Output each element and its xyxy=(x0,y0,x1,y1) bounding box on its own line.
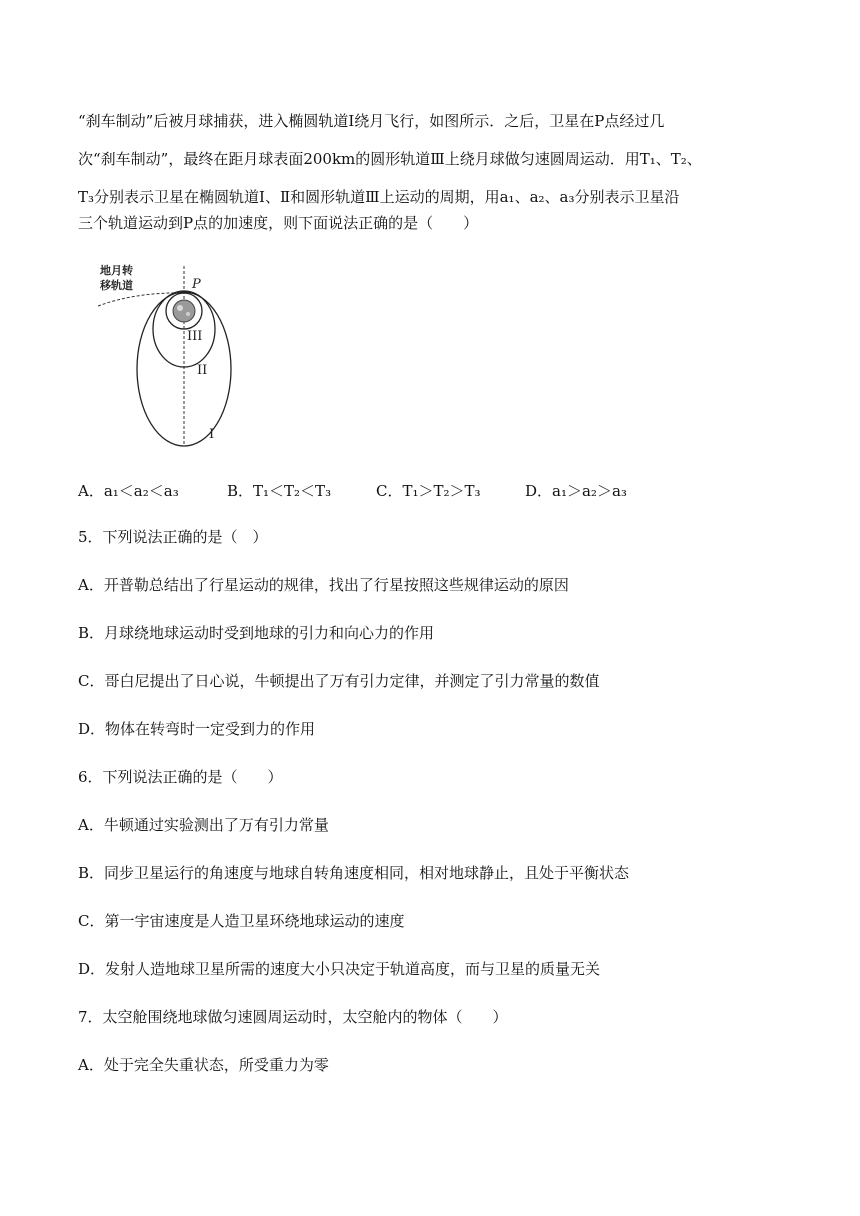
q5-option-b: B．月球绕地球运动时受到地球的引力和向心力的作用 xyxy=(78,624,435,642)
q4-text-line-2: 次“刹车制动”，最终在距月球表面200km的圆形轨道Ⅲ上绕月球做匀速圆周运动．用T₁、T₂、 xyxy=(78,150,702,168)
q4-option-a: A．a₁＜a₂＜a₃ xyxy=(78,482,179,500)
q6-option-c: C．第一宇宙速度是人造卫星环绕地球运动的速度 xyxy=(78,912,405,930)
q4-option-b: B．T₁＜T₂＜T₃ xyxy=(227,482,332,500)
point-p-label: P xyxy=(192,277,201,292)
moon-crater xyxy=(177,305,183,311)
moon-shape xyxy=(173,300,195,322)
q6-option-d: D．发射人造地球卫星所需的速度大小只决定于轨道高度，而与卫星的质量无关 xyxy=(78,960,601,978)
q5-stem: 5．下列说法正确的是（ ） xyxy=(78,528,268,546)
orbit-2-label: II xyxy=(197,363,208,378)
orbit-1-label: I xyxy=(209,427,215,442)
q6-option-a: A．牛顿通过实验测出了万有引力常量 xyxy=(78,816,329,834)
q5-option-a: A．开普勒总结出了行星运动的规律，找出了行星按照这些规律运动的原因 xyxy=(78,576,569,594)
q4-options xyxy=(78,480,718,502)
q7-option-a: A．处于完全失重状态，所受重力为零 xyxy=(78,1056,329,1074)
transfer-label-2: 移轨道 xyxy=(100,279,133,292)
q5-option-d: D．物体在转弯时一定受到力的作用 xyxy=(78,720,316,738)
orbit-diagram xyxy=(96,262,266,452)
q4-text-line-3: T₃分别表示卫星在椭圆轨道Ⅰ、Ⅱ和圆形轨道Ⅲ上运动的周期，用a₁、a₂、a₃分别表示卫星沿 xyxy=(78,188,680,206)
q4-option-c: C．T₁＞T₂＞T₃ xyxy=(376,482,481,500)
q6-option-b: B．同步卫星运行的角速度与地球自转角速度相同，相对地球静止，且处于平衡状态 xyxy=(78,864,630,882)
q6-stem: 6．下列说法正确的是（ ） xyxy=(78,768,283,786)
q7-stem: 7．太空舱围绕地球做匀速圆周运动时，太空舱内的物体（ ） xyxy=(78,1008,508,1026)
q4-text-line-4: 三个轨道运动到P点的加速度，则下面说法正确的是（ ） xyxy=(78,214,479,232)
q5-option-c: C．哥白尼提出了日心说，牛顿提出了万有引力定律，并测定了引力常量的数值 xyxy=(78,672,600,690)
transfer-label-1: 地月转 xyxy=(100,264,133,277)
orbit-3-label: III xyxy=(187,329,203,344)
q4-option-d: D．a₁＞a₂＞a₃ xyxy=(525,482,627,500)
moon-crater xyxy=(186,312,190,316)
q4-text-line-1: “刹车制动”后被月球捕获，进入椭圆轨道Ⅰ绕月飞行，如图所示．之后，卫星在P点经过几 xyxy=(78,112,665,130)
